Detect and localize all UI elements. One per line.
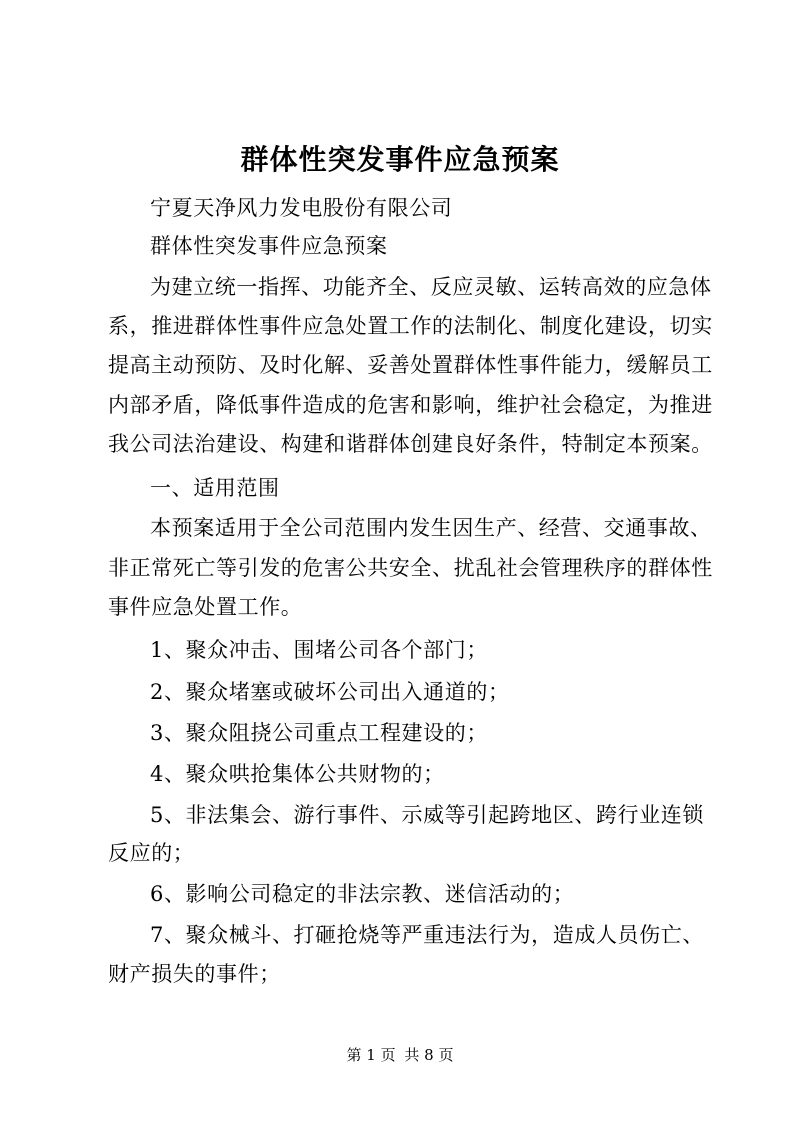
- list-item: 4、聚众哄抢集体公共财物的；: [150, 762, 445, 786]
- page-footer: [0, 1045, 800, 1065]
- company-name: 宁夏天净风力发电股份有限公司: [150, 196, 453, 220]
- paragraph-line: 非正常死亡等引发的危害公共安全、扰乱社会管理秩序的群体性: [108, 556, 713, 580]
- list-item-continuation: 财产损失的事件；: [108, 962, 281, 986]
- paragraph-line: 为建立统一指挥、功能齐全、反应灵敏、运转高效的应急体: [150, 275, 712, 299]
- paragraph-line: 提高主动预防、及时化解、妥善处置群体性事件能力，缓解员工: [108, 353, 713, 377]
- document-subtitle: 群体性突发事件应急预案: [150, 234, 388, 258]
- paragraph-line: 系，推进群体性事件应急处置工作的法制化、制度化建设，切实: [108, 314, 713, 338]
- list-item: 6、影响公司稳定的非法宗教、迷信活动的；: [150, 882, 575, 906]
- section-heading: 一、适用范围: [150, 476, 280, 500]
- document-title: 群体性突发事件应急预案: [240, 143, 560, 176]
- paragraph-line: 事件应急处置工作。: [108, 595, 303, 619]
- list-item-continuation: 反应的；: [108, 841, 195, 865]
- paragraph-line: 本预案适用于全公司范围内发生因生产、经营、交通事故、: [150, 516, 712, 540]
- list-item: 5、非法集会、游行事件、示威等引起跨地区、跨行业连锁: [150, 803, 704, 827]
- page-total: 共 8 页: [404, 1046, 454, 1064]
- list-item: 2、聚众堵塞或破坏公司出入通道的；: [150, 680, 510, 704]
- page-number: 第 1 页: [346, 1046, 396, 1064]
- paragraph-line: 内部矛盾，降低事件造成的危害和影响，维护社会稳定，为推进: [108, 393, 713, 417]
- list-item: 7、聚众械斗、打砸抢烧等严重违法行为，造成人员伤亡、: [150, 923, 704, 947]
- list-item: 3、聚众阻挠公司重点工程建设的；: [150, 721, 488, 745]
- list-item: 1、聚众冲击、围堵公司各个部门；: [150, 638, 488, 662]
- paragraph-line: 我公司法治建设、构建和谐群体创建良好条件，特制定本预案。: [108, 432, 713, 456]
